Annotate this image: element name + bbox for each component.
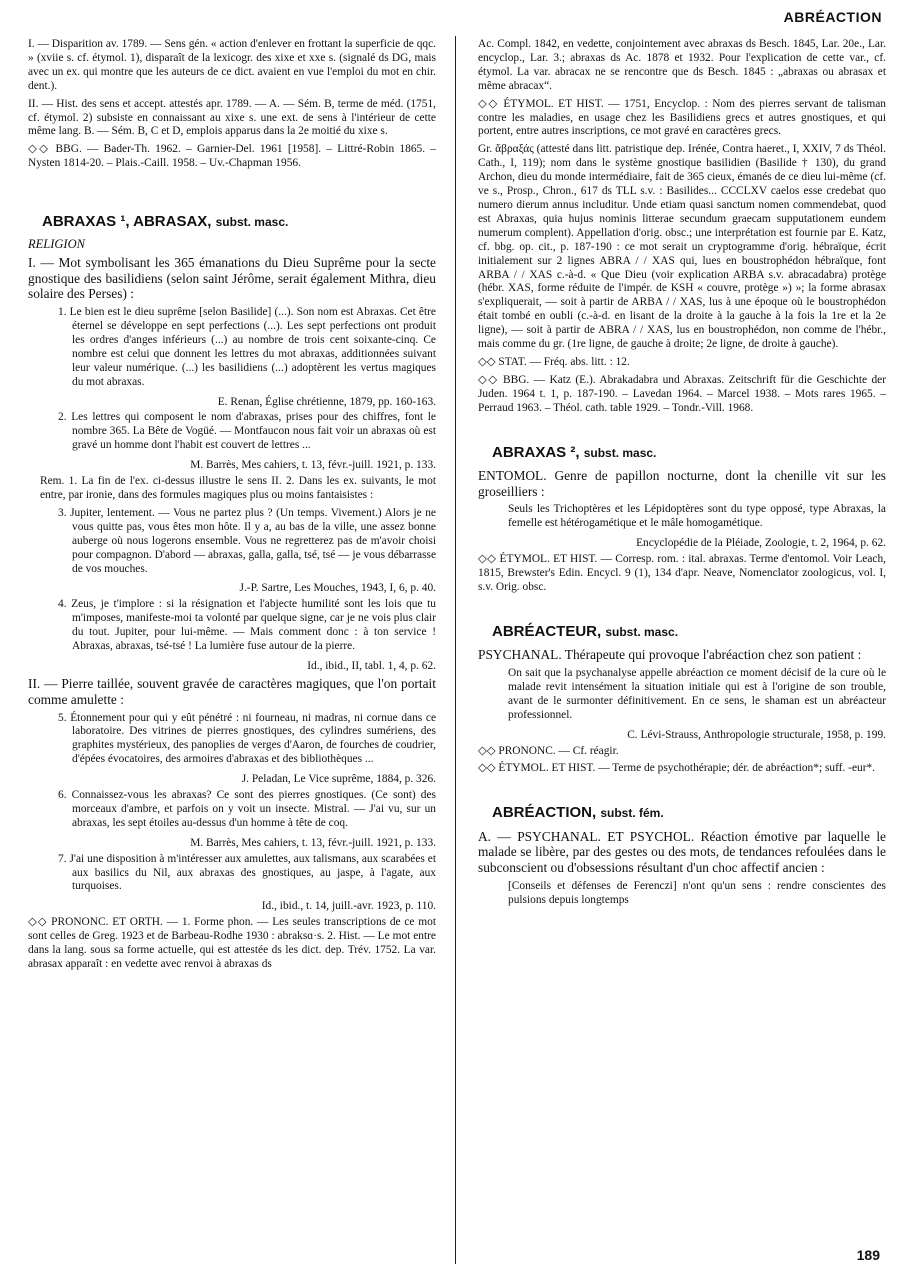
definition-abreacteur: PSYCHANAL. Thérapeute qui provoque l'abréaction chez son patient :: [478, 647, 862, 663]
page-number: 189: [856, 1246, 880, 1263]
domain-label: RELIGION: [28, 237, 85, 252]
column-divider: [455, 36, 456, 1264]
example-2-source: M. Barrès, Mes cahiers, t. 13, févr.-juill. 1921, p. 133.: [190, 459, 436, 472]
citation-abreaction: [Conseils et défenses de Ferenczi] n'ont qu'un sens : rendre conscientes des pulsions depuis longtemps: [508, 880, 886, 907]
example-4: 4. Zeus, je t'implore : si la résignation et l'abjecte humilité sont les lois que tu m'imposes, manifeste-moi ta volonté par quelque signe, car je ne vois plus clair du tout. Jupiter, pour lui-même. — Mais comment donc : à ton service ! Abraxas, abraxas, tsé-tsé ! La lumière fuse autour de la pierre.: [58, 598, 436, 653]
example-7-source: Id., ibid., t. 14, juill.-avr. 1923, p. 110.: [261, 900, 436, 913]
example-1-source: E. Renan, Église chrétienne, 1879, pp. 160-163.: [217, 395, 436, 408]
part-of-speech: subst. fém.: [600, 806, 664, 821]
remark: Rem. 1. La fin de l'ex. ci-dessus illustre le sens II. 2. Dans les ex. suivants, le mot entre, par ironie, dans des formules magiques plus ou moins fantaisistes :: [40, 475, 436, 502]
example-3: 3. Jupiter, lentement. — Vous ne partez plus ? (Un temps. Vivement.) Alors je ne vous quitte pas, vous êtes mon hôte. Il y a, au bas de la ville, une assez bonne auberge où nous logerons ensemble. Vous ne regretterez pas de m'avoir choisi pour compagnon. D'abord — abraxas, galla, galla, tsé, tsé — je vous débarrasse de vos mouches.: [58, 506, 436, 575]
hist-sens-paragraph: II. — Hist. des sens et accept. attestés apr. 1789. — A. — Sém. B, terme de méd. (1751, cf. étymol. 2) subsiste en connaissant au xixe s. une ext. de sens à l'intérieur de cette même lang. B. — Sém. B, C et D, emplois apparus dans la 2e moitié du xixe s.: [28, 97, 436, 138]
right-column: [478, 38, 886, 914]
entry-heading-abreacteur: [492, 623, 886, 641]
entry-heading-abraxas1: [42, 213, 436, 231]
etymology-abreacteur: ◇◇ ÉTYMOL. ET HIST. — Terme de psychothérapie; dér. de abréaction*; suff. -eur*.: [478, 762, 876, 775]
definition-abraxas2: ENTOMOL. Genre de papillon nocturne, dont la chenille vit sur les groseilliers :: [478, 467, 886, 499]
example-5: 5. Étonnement pour qui y eût pénétré : ni fourneau, ni madras, ni cornue dans ce laboratoire. Des vitrines de pierres gnostiques, des cylindres sumériens, des graphites mystérieux, des panoplies de verges d'Aaron, de fourches de coudrier, d'épées évocatoires, des armoires d'abraxas et des bibliothèques ...: [58, 711, 436, 766]
example-6-source: M. Barrès, Mes cahiers, t. 13, févr.-juill. 1921, p. 133.: [190, 836, 436, 849]
continuation-paragraph: Ac. Compl. 1842, en vedette, conjointement avec abraxas ds Besch. 1845, Lar. 20e., Lar. encyclop., Lar. 3.; abraxas ds Ac. 1878 et 1932. Pour l'explication de cette var., cf. étymol. La var. abracax ne se rencontre que ds Besch. 1845 : „abraxas ou abrasax et même abracax“.: [478, 38, 886, 92]
example-1: 1. Le bien est le dieu suprême [selon Basilide] (...). Son nom est Abraxas. Cet être éternel se développe en sept perfections (...). Les sept perfections ont produit les ordres d'anges inférieurs (...) au nombre de trois cent soixante-cinq. Ce nombre est celui que donnent les lettres du mot abraxas, additionnées suivant leur valeur numérique. (...) les basilidiens (...) adoptèrent les vertus magiques du mot abraxas.: [58, 306, 436, 388]
disparition-paragraph: I. — Disparition av. 1789. — Sens gén. « action d'enlever en frottant la superficie de qqc. » (xviie s. cf. étymol. 1), disparaît de la lexicogr. des xixe et xxe s. (signalé ds DG, mais avec un ex. qui montre que les auteurs de ce dict. avaient en vue l'emploi du mot en chir. dent.).: [28, 38, 436, 92]
etymology-abraxas2: ◇◇ ÉTYMOL. ET HIST. — Corresp. rom. : ital. abraxas. Terme d'entomol. Voir Leach, 1815, Brewster's Edin. Encycl. 9 (1), 134 d'apr. Neave, Nomenclator zoologicus, vol. I, s.v. Orig. obsc.: [478, 553, 886, 594]
definition-1: I. — Mot symbolisant les 365 émanations du Dieu Suprême pour la secte gnostique des basilidiens (selon saint Jérôme, serait également Mithra, dieu solaire des Perses) :: [28, 254, 436, 302]
etymology-greek-paragraph: Gr. ἄβραξάς (attesté dans litt. patristique dep. Irénée, Contra haeret., I, XXIV, 7 ds Théol. Cath., I, 119); nom dans le système gnostique basilidien (Basilide † 130), du grand Archon, dieu du monde intermédiaire, fait de 365 cieux, émanés de ce dieu lui-même (cf. ve s., Prosp., Chron., 617 ds TLL s.v. : Basilides... CCCLXV caelos esse credebat quo numero dierum annus includitur. Unde etiam quasi sanctum nomen commendebat, quod est Abraxas, quia hujus nominis litterae secundum graecam supputationem eundem numerum complent). Appellation d'orig. obsc.; une interprétation est fournie par E. Katz, cf. bbg. op. cit., p. 187-190 : ce mot serait un cryptogramme d'orig. hébraïque, écrit initialement sur 2 lignes ABRA / / XAS qui, lues en boustrophédon hébraïque, font ARBA / / XAS c.-à-d. « Que Dieu (voir explication ARBA s.v. abracadabra) protège (hébr. XAS, forme réduite de l'impér. de KSH « couvre, protège ») »; la forme abrasax s'expliquerait, — soit à partir de ARBA / / XAS, lus à une époque où le boustrophédon était tombé en oubli (c.-à-d. en lisant de la droite à la gauche à la fois la 1re et la 2e ligne), — soit à partir de ABRA / / XAS, lus en boustrophédon, non comme de l'hébr., mais comme du gr. (1re ligne, de gauche à droite; 2e ligne, de droite à gauche).: [478, 143, 886, 351]
headword: ABRÉACTEUR,: [492, 622, 602, 640]
bibliography-paragraph: ◇◇ BBG. — Katz (E.). Abrakadabra und Abraxas. Zeitschrift für die Geschichte der Juden. 1964 t. 1, p. 187-190. – Lavedan 1964. – Marcel 1938. – Mots rares 1965. – Perraud 1963. – Théol. cath. table 1929. – Tondr.-Vill. 1968.: [478, 373, 886, 414]
example-6: 6. Connaissez-vous les abraxas? Ce sont des pierres gnostiques. (Ce sont) des morceaux d'ambre, et parfois on y voit un insecte. Mistral. — J'ai vu, sur un abraxas, les sept étoiles au-dessus d'un homme à tête de coq.: [58, 789, 436, 829]
bbg-paragraph: ◇◇ BBG. — Bader-Th. 1962. – Garnier-Del. 1961 [1958]. – Littré-Robin 1865. – Nysten 1814-20. – Plais.-Caill. 1958. – Uv.-Chapman 1956.: [28, 143, 436, 170]
part-of-speech: subst. masc.: [605, 624, 679, 639]
entry-heading-abraxas2: [492, 444, 886, 462]
headword: ABRAXAS ²,: [492, 443, 580, 461]
definition-2: II. — Pierre taillée, souvent gravée de caractères magiques, que l'on portait comme amulette :: [28, 675, 436, 707]
example-7: 7. J'ai une disposition à m'intéresser aux amulettes, aux talismans, aux scarabées et aux basilics du Nil, aux abraxas des gnostiques, au jaspe, à l'agate, aux turquoises.: [58, 852, 436, 893]
citation-abraxas2: Seuls les Trichoptères et les Lépidoptères sont du type opposé, type Abraxas, la femelle est hétérogamétique et le mâle homogamétique.: [508, 503, 886, 530]
example-4-source: Id., ibid., II, tabl. 1, 4, p. 62.: [307, 659, 436, 672]
headword: ABRAXAS ¹, ABRASAX,: [42, 213, 212, 231]
example-2: 2. Les lettres qui composent le nom d'abraxas, prises pour des chiffres, font le nombre 365. La Bête de Vogüé. — Montfaucon nous fait voir un abraxas où est gravé un homme dont l'habit est couvert de lettres ...: [58, 411, 436, 452]
citation-abreacteur-source: C. Lévi-Strauss, Anthropologie structurale, 1958, p. 199.: [627, 728, 886, 741]
part-of-speech: subst. masc.: [215, 215, 289, 230]
example-3-source: J.-P. Sartre, Les Mouches, 1943, I, 6, p. 40.: [239, 582, 436, 595]
headword: ABRÉACTION,: [492, 804, 597, 822]
prononc-abreacteur: ◇◇ PRONONC. — Cf. réagir.: [478, 744, 619, 757]
running-head: ABRÉACTION: [783, 9, 882, 25]
citation-abreacteur: On sait que la psychanalyse appelle abréaction ce moment décisif de la cure où le malade revit intensément la situation initiale qui est à l'origine de son trouble, avant de le surmonter définitivement. En ce sens, le shaman est un abréacteur professionnel.: [508, 667, 886, 721]
stat-paragraph: ◇◇ STAT. — Fréq. abs. litt. : 12.: [478, 355, 630, 368]
prononc-paragraph: ◇◇ PRONONC. ET ORTH. — 1. Forme phon. — Les seules transcriptions de ce mot sont celles de Greg. 1923 et de Barbeau-Rodhe 1930 : abraksɑ·s. 2. Hist. — Le mot entre dans la lang. sous sa forme actuelle, qui est attestée ds les dict. dep. Trév. 1752. La var. abrasax apparaît : en vedette avec renvoi à abraxas ds: [28, 916, 436, 971]
definition-abreaction: A. — PSYCHANAL. ET PSYCHOL. Réaction émotive par laquelle le malade se libère, par des gestes ou des mots, de tendances refoulées dans le subconscient ou d'obsessions résultant d'un choc affectif ancien :: [478, 828, 886, 876]
entry-heading-abreaction: [492, 804, 886, 822]
etymology-paragraph: ◇◇ ÉTYMOL. ET HIST. — 1751, Encyclop. : Nom des pierres servant de talisman contre les maladies, en usage chez les Basilidiens grecs et autres gnostiques, et qui portent, entre autres inscriptions, ce mot gravé en caractères grecs.: [478, 97, 886, 138]
citation-abraxas2-source: Encyclopédie de la Pléiade, Zoologie, t. 2, 1964, p. 62.: [636, 537, 886, 550]
part-of-speech: subst. masc.: [583, 445, 657, 460]
example-5-source: J. Peladan, Le Vice suprême, 1884, p. 326.: [241, 773, 436, 786]
left-column: [28, 38, 436, 976]
